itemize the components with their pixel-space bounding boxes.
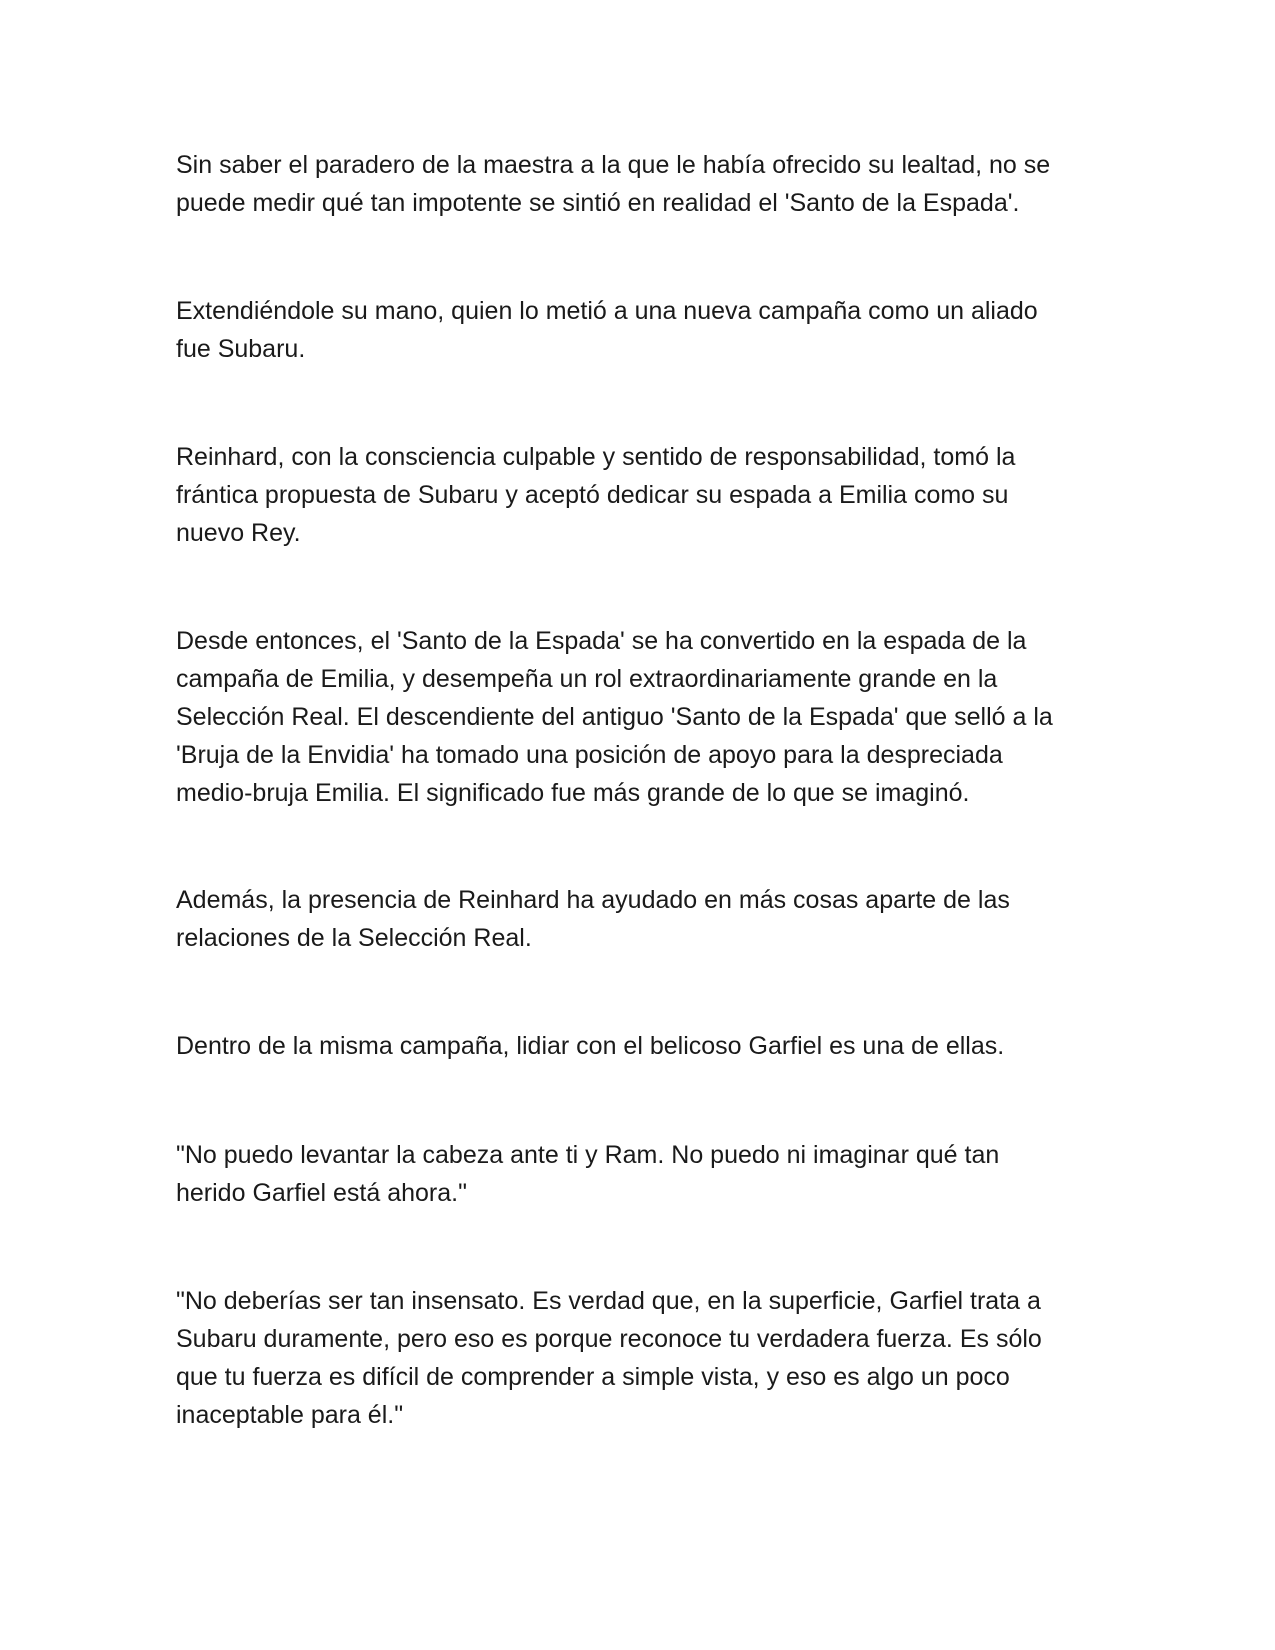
paragraph-6: Dentro de la misma campaña, lidiar con el belicoso Garfiel es una de ellas. [176, 1032, 1005, 1060]
paragraph-2: Extendiéndole su mano, quien lo metió a una nueva campaña como un aliado fue Subaru. [176, 297, 1038, 363]
paragraph-4: Desde entonces, el 'Santo de la Espada' se ha convertido en la espada de la campaña de Emilia, y desempeña un rol extraordinariamente grande en la Selección Real. El descendiente del antiguo 'Santo de la Espada' que selló a la 'Bruja de la Envidia' ha tomado una posición de apoyo para la despreciada medio-bruja Emilia. El significado fue más grande de lo que se imaginó. [176, 627, 1053, 807]
paragraph-7: "No puedo levantar la cabeza ante ti y Ram. No puedo ni imaginar qué tan herido Garfiel está ahora." [176, 1141, 1000, 1207]
paragraph-5: Además, la presencia de Reinhard ha ayudado en más cosas aparte de las relaciones de la Selección Real. [176, 886, 1010, 952]
paragraph-1: Sin saber el paradero de la maestra a la que le había ofrecido su lealtad, no se puede medir qué tan impotente se sintió en realidad el 'Santo de la Espada'. [176, 151, 1051, 217]
paragraph-8: "No deberías ser tan insensato. Es verdad que, en la superficie, Garfiel trata a Subaru duramente, pero eso es porque reconoce tu verdadera fuerza. Es sólo que tu fuerza es difícil de comprender a simple vista, y eso es algo un poco inaceptable para él." [176, 1287, 1042, 1429]
paragraph-3: Reinhard, con la consciencia culpable y sentido de responsabilidad, tomó la frántica propuesta de Subaru y aceptó dedicar su espada a Emilia como su nuevo Rey. [176, 443, 1016, 547]
